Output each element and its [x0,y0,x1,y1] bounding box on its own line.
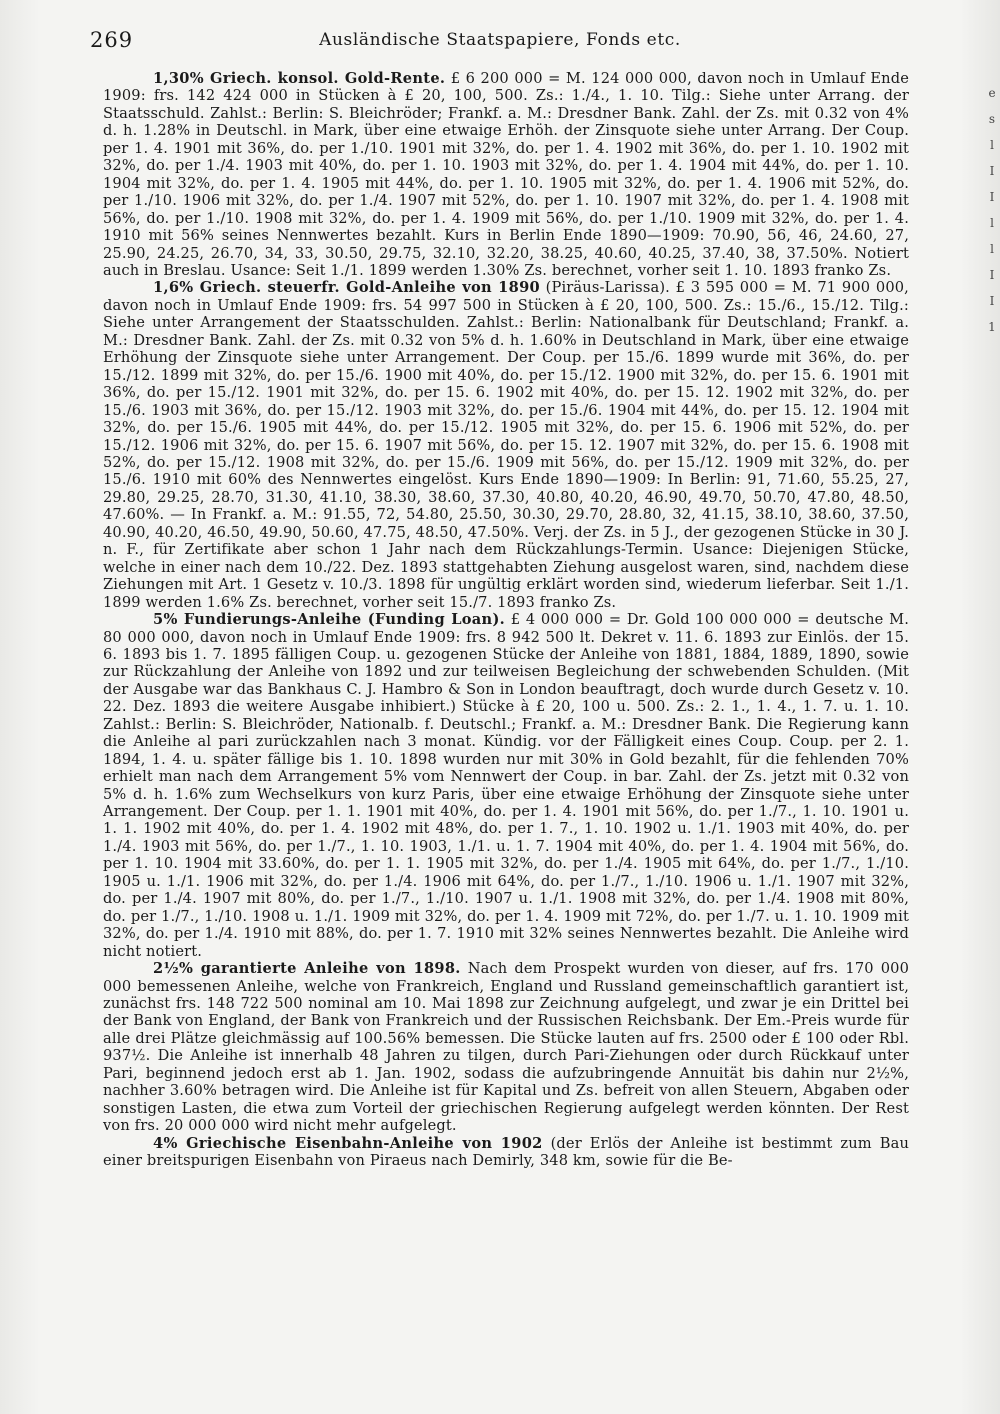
right-margin-bleed [986,80,998,340]
margin-glyph: l [990,242,994,256]
margin-glyph: I [989,294,995,308]
page-number: 269 [90,28,134,52]
entry-title: 1,6% Griech. steuerfr. Gold-Anleihe von 1890 [153,279,540,297]
entry-funding-loan [103,611,909,960]
entry-railway-loan-1902 [103,1135,909,1170]
margin-glyph: l [990,138,994,152]
running-title: Ausländische Staatspapiere, Fonds etc. [319,30,681,50]
margin-glyph: I [989,164,995,178]
entry-title: 2½% garantierte Anleihe von 1898. [153,960,461,978]
margin-glyph: 1 [988,320,996,334]
entry-title: 1,30% Griech. konsol. Gold-Rente. [153,70,446,87]
margin-glyph: I [989,190,995,204]
document-body [103,70,909,1170]
margin-glyph: e [988,86,996,100]
page-header [90,28,910,58]
entry-guaranteed-loan-1898 [103,960,909,1135]
entry-body: £ 4 000 000 = Dr. Gold 100 000 000 = deutsche M. 80 000 000, davon noch in Umlauf Ende 1909: frs. 8 942 500 lt. Dekret v. 11. 6. 1893 zur Einlös. der 15. 6. 1893 bis 1. 7. 1895 fälligen Coup. u. gezogenen Stücke der Anleihe von 1881, 1884, 1889, 1890, sowie zur Rückzahlung der Anleihe von 1892 und zur teilweisen Begleichung der schwebenden Schulden. (Mit der Ausgabe war das Bankhaus C. J. Hambro & Son in London beauftragt, doch wurde durch Gesetz v. 10. 22. Dez. 1893 die weitere Ausgabe inhibiert.) Stücke à £ 20, 100 u. 500. Zs.: 2. 1., 1. 4., 1. 7. u. 1. 10. Zahlst.: Berlin: S. Bleichröder, Nationalb. f. Deutschl.; Frankf. a. M.: Dresdner Bank. Die Regierung kann die Anleihe al pari zurückzahlen nach 3 monat. Kündig. vor der Fälligkeit eines Coup. Coup. per 2. 1. 1894, 1. 4. u. später fällige bis 1. 10. 1898 wurden nur mit 30% in Gold bezahlt, für die fehlenden 70% erhielt man nach dem Arrangement 5% vom Nennwert der Coup. in bar. Zahl. der Zs. jetzt mit 0.32 von 5% d. h. 1.6% zum Wechselkurs von kurz Paris, über eine etwaige Erhöhung der Zinsquote siehe unter Arrangement. Der Coup. per 1. 1. 1901 mit 40%, do. per 1. 4. 1901 mit 56%, do. per 1./7., 1. 10. 1901 u. 1. 1. 1902 mit 40%, do. per 1. 4. 1902 mit 48%, do. per 1. 7., 1. 10. 1902 u. 1./1. 1903 mit 40%, do. per 1./4. 1903 mit 56%, do. per 1./7., 1. 10. 1903, 1./1. u. 1. 7. 1904 mit 40%, do. per 1. 4. 1904 mit 56%, do. per 1. 10. 1904 mit 33.60%, do. per 1. 1. 1905 mit 32%, do. per 1./4. 1905 mit 64%, do. per 1./7., 1./10. 1905 u. 1./1. 1906 mit 32%, do. per 1./4. 1906 mit 64%, do. per 1./7., 1./10. 1906 u. 1./1. 1907 mit 32%, do. per 1./4. 1907 mit 80%, do. per 1./7., 1./10. 1907 u. 1./1. 1908 mit 32%, do. per 1./4. 1908 mit 80%, do. per 1./7., 1./10. 1908 u. 1./1. 1909 mit 32%, do. per 1. 4. 1909 mit 72%, do. per 1./7. u. 1. 10. 1909 mit 32%, do. per 1./4. 1910 mit 88%, do. per 1. 7. 1910 mit 32% seines Nennwertes bezahlt. Die Anleihe wird nicht notiert. [103,611,910,960]
entry-body: (der Erlös der Anleihe ist bestimmt zum Bau einer breitspurigen Eisenbahn von Piraeus nach Demirly, 348 km, sowie für die Be- [103,1134,910,1170]
entry-title: 5% Fundierungs-Anleihe (Funding Loan). [153,611,506,629]
margin-glyph: I [989,268,995,282]
margin-glyph: l [990,216,994,230]
entry-title: 4% Griechische Eisenbahn-Anleihe von 1902 [153,1134,543,1152]
entry-body: (Piräus-Larissa). £ 3 595 000 = M. 71 900 000, davon noch in Umlauf Ende 1909: frs. 54 997 500 in Stücken à £ 20, 100, 500. Zs.: 15./6., 15./12. Tilg.: Siehe unter Arrangement der Staatsschulden. Zahlst.: Berlin: Nationalbank für Deutschland; Frankf. a. M.: Dresdner Bank. Zahl. der Zs. mit 0.32 von 5% d. h. 1.60% in Deutschland in Mark, über eine etwaige Erhöhung der Zinsquote siehe unter Arrangement. Der Coup. per 15./6. 1899 wurde mit 36%, do. per 15./12. 1899 mit 32%, do. per 15./6. 1900 mit 40%, do. per 15./12. 1900 mit 32%, do. per 15. 6. 1901 mit 36%, do. per 15./12. 1901 mit 32%, do. per 15. 6. 1902 mit 40%, do. per 15. 12. 1902 mit 32%, do. per 15./6. 1903 mit 36%, do. per 15./12. 1903 mit 32%, do. per 15./6. 1904 mit 44%, do. per 15. 12. 1904 mit 32%, do. per 15./6. 1905 mit 44%, do. per 15./12. 1905 mit 32%, do. per 15. 6. 1906 mit 52%, do. per 15./12. 1906 mit 32%, do. per 15. 6. 1907 mit 56%, do. per 15. 12. 1907 mit 32%, do. per 15. 6. 1908 mit 52%, do. per 15./12. 1908 mit 32%, do. per 15./6. 1909 mit 56%, do. per 15./12. 1909 mit 32%, do. per 15./6. 1910 mit 60% des Nennwertes eingelöst. Kurs Ende 1890—1909: In Berlin: 91, 71.60, 55.25, 27, 29.80, 29.25, 28.70, 31.30, 41.10, 38.30, 38.60, 37.30, 40.80, 40.20, 46.90, 49.70, 50.70, 47.80, 48.50, 47.60%. — In Frankf. a. M.: 91.55, 72, 54.80, 25.50, 30.30, 29.70, 28.80, 32, 41.15, 38.10, 38.60, 37.50, 40.90, 40.20, 46.50, 49.90, 50.60, 47.75, 48.50, 47.50%. Verj. der Zs. in 5 J., der gezogenen Stücke in 30 J. n. F., für Zertifikate aber schon 1 Jahr nach dem Rückzahlungs-Termin. Usance: Diejenigen Stücke, welche in einer nach dem 10./22. Dez. 1893 stattgehabten Ziehung ausgelost waren, sind, nachdem diese Ziehungen mit Art. 1 Gesetz v. 10./3. 1898 für ungültig erklärt worden sind, wiederum lieferbar. Seit 1./1. 1899 werden 1.6% Zs. berechnet, vorher seit 15./7. 1893 franko Zs. [103,279,909,611]
entry-greek-consolidated-gold-rent [103,70,909,279]
entry-greek-gold-loan-1890 [103,279,909,611]
entry-body: £ 6 200 000 = M. 124 000 000, davon noch in Umlauf Ende 1909: frs. 142 424 000 in Stücken à £ 20, 100, 500. Zs.: 1./4., 1. 10. Tilg.: Siehe unter Arrang. der Staatsschuld. Zahlst.: Berlin: S. Bleichröder; Frankf. a. M.: Dresdner Bank. Zahl. der Zs. mit 0.32 von 4% d. h. 1.28% in Deutschl. in Mark, über eine etwaige Erhöh. der Zinsquote siehe unter Arrang. Der Coup. per 1. 4. 1901 mit 36%, do. per 1./10. 1901 mit 32%, do. per 1. 4. 1902 mit 36%, do. per 1. 10. 1902 mit 32%, do. per 1./4. 1903 mit 40%, do. per 1. 10. 1903 mit 32%, do. per 1. 4. 1904 mit 44%, do. per 1. 10. 1904 mit 32%, do. per 1. 4. 1905 mit 44%, do. per 1. 10. 1905 mit 32%, do. per 1. 4. 1906 mit 52%, do. per 1./10. 1906 mit 32%, do. per 1./4. 1907 mit 52%, do. per 1. 10. 1907 mit 32%, do. per 1. 4. 1908 mit 56%, do. per 1./10. 1908 mit 32%, do. per 1. 4. 1909 mit 56%, do. per 1./10. 1909 mit 32%, do. per 1. 4. 1910 mit 56% seines Nennwertes bezahlt. Kurs in Berlin Ende 1890—1909: 70.90, 56, 46, 24.60, 27, 25.90, 24.25, 26.70, 34, 33, 30.50, 29.75, 32.10, 32.20, 38.25, 40.60, 40.25, 37.40, 38, 37.50%. Notiert auch in Breslau. Usance: Seit 1./1. 1899 werden 1.30% Zs. berechnet, vorher seit 1. 10. 1893 franko Zs. [103,70,909,279]
entry-body: Nach dem Prospekt wurden von dieser, auf frs. 170 000 000 bemessenen Anleihe, welche von Frankreich, England und Russland gemeinschaftlich garantiert ist, zunächst frs. 148 722 500 nominal am 10. Mai 1898 zur Zeichnung aufgelegt, und zwar je ein Drittel bei der Bank von England, der Bank von Frankreich und der Russischen Reichsbank. Der Em.-Preis wurde für alle drei Plätze gleichmässig auf 100.56% bemessen. Die Stücke lauten auf frs. 2500 oder £ 100 oder Rbl. 937½. Die Anleihe ist innerhalb 48 Jahren zu tilgen, durch Pari-Ziehungen oder durch Rückkauf unter Pari, beginnend jedoch erst ab 1. Jan. 1902, sodass die aufzubringende Annuität bis dahin nur 2½%, nachher 3.60% betragen wird. Die Anleihe ist für Kapital und Zs. befreit von allen Steuern, Abgaben oder sonstigen Lasten, die etwa zum Vorteil der griechischen Regierung aufgelegt werden könnten. Der Rest von frs. 20 000 000 wird nicht mehr aufgelegt. [103,960,910,1135]
margin-glyph: s [988,112,996,126]
